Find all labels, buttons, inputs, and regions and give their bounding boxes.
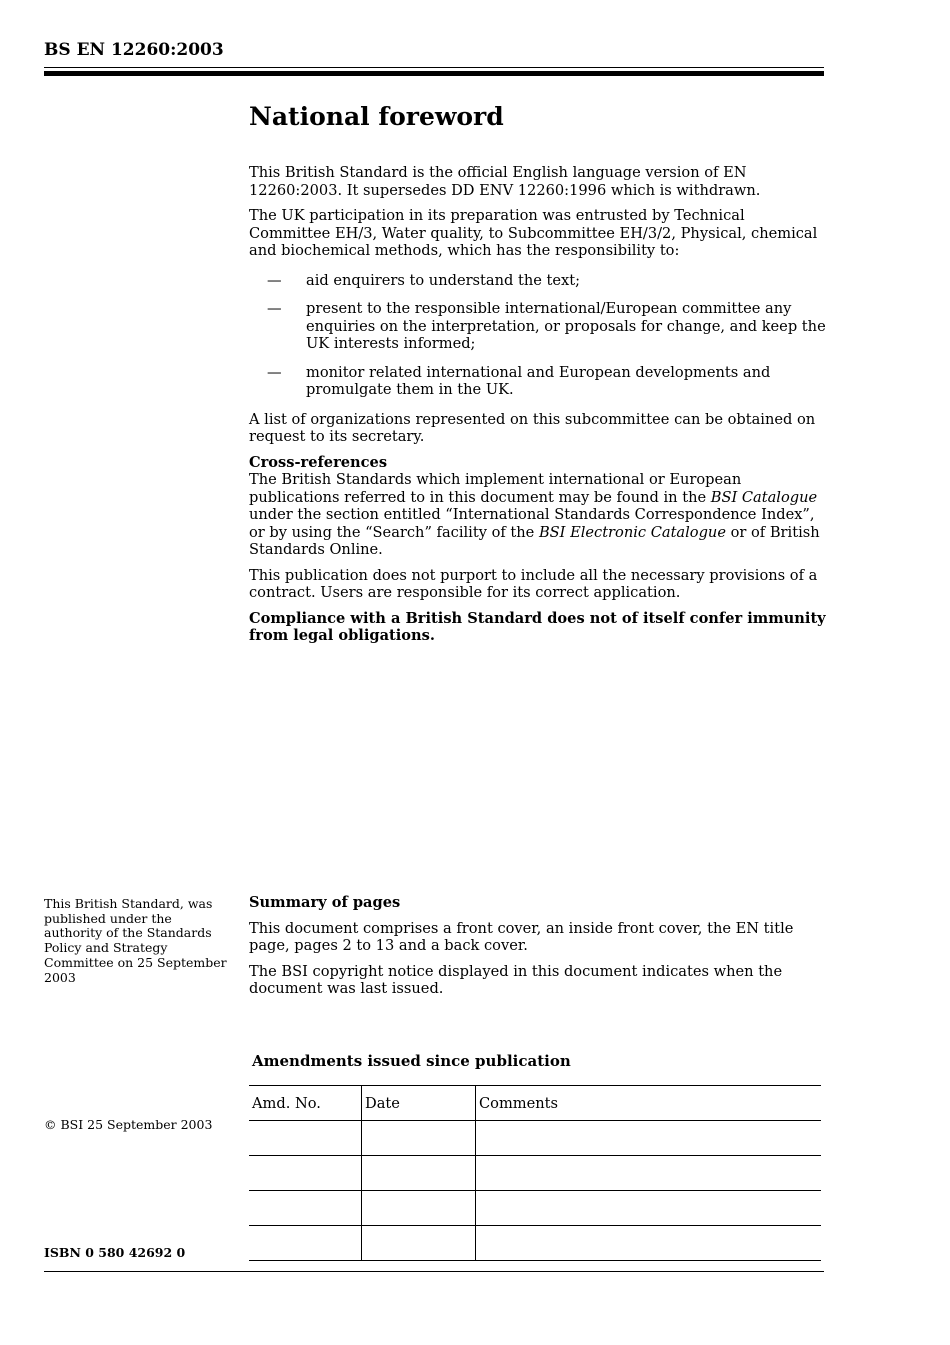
table-cell — [476, 1191, 822, 1226]
table-cell — [476, 1121, 822, 1156]
table-row — [249, 1121, 821, 1156]
list-item-text: monitor related international and European developments and promulgate them in the UK. — [306, 363, 771, 398]
dash-marker: — — [267, 300, 282, 317]
list-item — [249, 300, 829, 353]
responsibility-list — [249, 272, 829, 399]
column-header-comments: Comments — [476, 1086, 822, 1121]
table-cell — [249, 1226, 362, 1261]
isbn: ISBN 0 580 42692 0 — [44, 1245, 186, 1260]
cross-ref-text-3: or of British Standards Online. — [249, 523, 820, 558]
copyright-notice: © BSI 25 September 2003 — [44, 1117, 213, 1132]
table-cell — [362, 1191, 476, 1226]
table-row — [249, 1191, 821, 1226]
list-item-text: aid enquirers to understand the text; — [306, 271, 581, 289]
list-item — [249, 364, 829, 399]
table-cell — [249, 1156, 362, 1191]
provisions-note: This publication does not purport to include all the necessary provisions of a contract. Users are responsible for its correct application. — [249, 566, 818, 601]
amendments-table — [249, 1085, 821, 1261]
table-row — [249, 1156, 821, 1191]
cross-ref-text-1: The British Standards which implement international or European publications referred to in this document may be found in the — [249, 471, 742, 506]
bsi-catalogue-ref: BSI Catalogue — [710, 488, 818, 506]
publication-note: This British Standard, was published under the authority of the Standards Policy and Strategy Committee on 25 September 2003 — [44, 896, 227, 985]
dash-marker: — — [267, 271, 282, 289]
compliance-statement: Compliance with a British Standard does not of itself confer immunity from legal obligations. — [249, 609, 826, 644]
table-cell — [476, 1156, 822, 1191]
table-header-row — [249, 1086, 821, 1121]
list-item-text: present to the responsible international/European committee any enquiries on the interpretation, or proposals for change, and keep the UK interests informed; — [306, 300, 826, 352]
summary-section — [249, 894, 829, 1006]
column-header-date: Date — [362, 1086, 476, 1121]
table-cell — [362, 1156, 476, 1191]
column-header-amd-no: Amd. No. — [249, 1086, 362, 1121]
summary-pages-text: This document comprises a front cover, an inside front cover, the EN title page, pages 2 to 13 and a back cover. — [249, 919, 794, 954]
cross-references-text — [249, 471, 829, 559]
intro-paragraph-2: The UK participation in its preparation was entrusted by Technical Committee EH/3, Water quality, to Subcommittee EH/3/2, Physical, chemical and biochemical methods, which has the responsibility to: — [249, 207, 818, 259]
table-cell — [362, 1226, 476, 1261]
header-rule-thin — [44, 67, 824, 68]
header-rule-thick — [44, 71, 824, 76]
cross-references-heading: Cross-references — [249, 453, 388, 471]
amendments-title: Amendments issued since publication — [252, 1052, 571, 1070]
page-title: National foreword — [249, 102, 504, 131]
cross-ref-text-2: under the section entitled “International Standards Correspondence Index”, or by using the “Search” facility of the — [249, 506, 815, 541]
organizations-note: A list of organizations represented on this subcommittee can be obtained on request to its secretary. — [249, 410, 816, 445]
table-cell — [362, 1121, 476, 1156]
dash-marker: — — [267, 363, 282, 381]
summary-heading: Summary of pages — [249, 894, 401, 911]
intro-paragraph-1: This British Standard is the official English language version of EN 12260:2003. It supersedes DD ENV 12260:1996 which is withdrawn. — [249, 164, 761, 199]
table-cell — [249, 1121, 362, 1156]
footer-rule — [44, 1271, 824, 1272]
table-row — [249, 1226, 821, 1261]
list-item — [249, 272, 829, 290]
table-cell — [249, 1191, 362, 1226]
foreword-body — [249, 164, 829, 653]
table-cell — [476, 1226, 822, 1261]
bsi-electronic-catalogue-ref: BSI Electronic Catalogue — [538, 523, 726, 541]
standard-id: BS EN 12260:2003 — [44, 40, 224, 60]
summary-copyright-text: The BSI copyright notice displayed in this document indicates when the document was last issued. — [249, 962, 783, 997]
